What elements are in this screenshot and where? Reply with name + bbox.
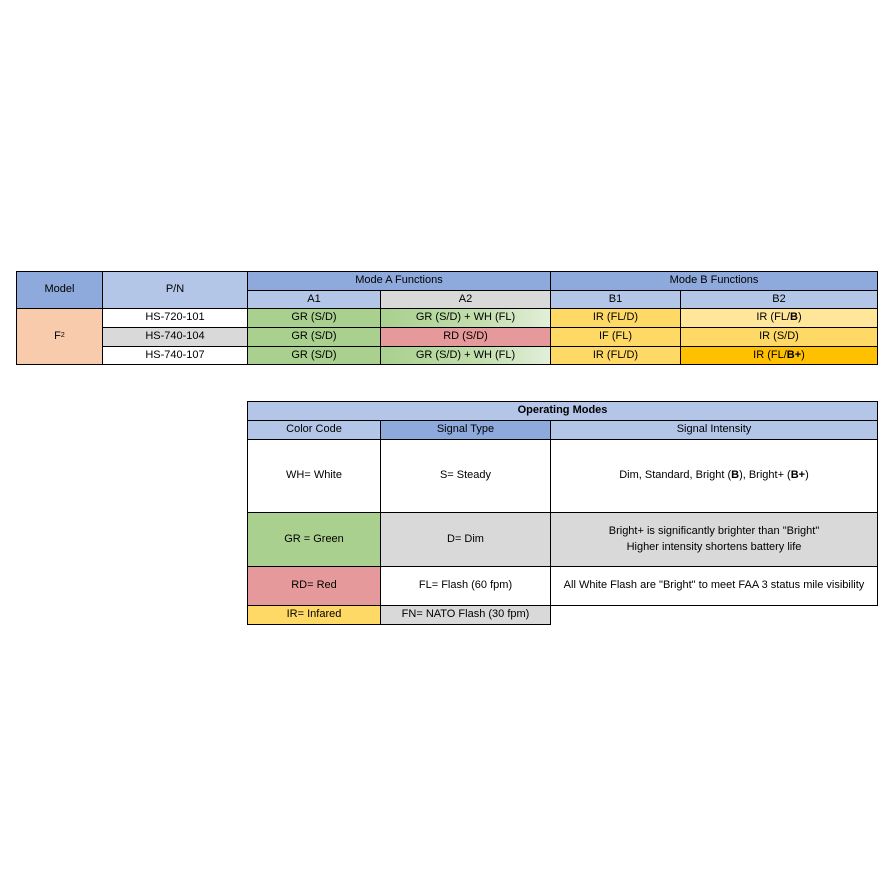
table-row-b1: IR (FL/D) [550, 308, 681, 328]
table-row-a2: GR (S/D) + WH (FL) [380, 346, 551, 365]
model-name-cell [16, 308, 103, 365]
intensity-bold-bplus: B+ [790, 469, 806, 482]
b2-text: IR (FL/ [753, 348, 787, 361]
intensity-note-line: Higher intensity shortens battery life [626, 540, 802, 553]
b2-header: B2 [680, 290, 878, 309]
operating-modes-title: Operating Modes [247, 401, 878, 421]
color-code-cell: RD= Red [247, 566, 381, 606]
signal-type-cell: S= Steady [380, 439, 551, 513]
color-code-cell: IR= Infared [247, 605, 381, 625]
table-row-pn: HS-740-107 [102, 346, 248, 365]
table-row-a1: GR (S/D) [247, 327, 381, 347]
color-code-cell: GR = Green [247, 512, 381, 567]
table-row-b2 [680, 327, 878, 347]
signal-type-cell: FL= Flash (60 fpm) [380, 566, 551, 606]
signal-intensity-cell: All White Flash are "Bright" to meet FAA 3 status mile visibility [550, 566, 878, 606]
intensity-text: Dim, Standard, Bright ( [619, 469, 732, 482]
color-code-header: Color Code [247, 420, 381, 440]
table-row-pn: HS-720-101 [102, 308, 248, 328]
intensity-text-mid: ), Bright+ ( [739, 469, 791, 482]
model-name: F [54, 329, 61, 342]
signal-intensity-cell [550, 512, 878, 567]
b1-header: B1 [550, 290, 681, 309]
table-row-a2: GR (S/D) + WH (FL) [380, 308, 551, 328]
signal-intensity-header: Signal Intensity [550, 420, 878, 440]
mode-b-header: Mode B Functions [550, 271, 878, 291]
b2-text: IR (FL/ [756, 311, 790, 324]
table-row-pn: HS-740-104 [102, 327, 248, 347]
table-row-a2: RD (S/D) [380, 327, 551, 347]
table-row-a1: GR (S/D) [247, 308, 381, 328]
signal-type-cell: FN= NATO Flash (30 fpm) [380, 605, 551, 625]
mode-a-header: Mode A Functions [247, 271, 551, 291]
a2-header: A2 [380, 290, 551, 309]
a1-header: A1 [247, 290, 381, 309]
signal-type-header: Signal Type [380, 420, 551, 440]
model-header: Model [16, 271, 103, 309]
signal-intensity-cell [550, 439, 878, 513]
model-superscript: 2 [60, 332, 65, 340]
b2-bold-text: B [790, 311, 798, 324]
intensity-text-end: ) [805, 469, 809, 482]
table-row-b1: IF (FL) [550, 327, 681, 347]
b2-bold-text: B+ [786, 348, 802, 361]
pn-header: P/N [102, 271, 248, 309]
color-code-cell: WH= White [247, 439, 381, 513]
table-row-a1: GR (S/D) [247, 346, 381, 365]
intensity-bold-b: B [731, 469, 740, 482]
b2-text-end: ) [801, 348, 805, 361]
table-row-b2 [680, 308, 878, 328]
b2-text-end: ) [797, 311, 802, 324]
table-row-b1: IR (FL/D) [550, 346, 681, 365]
b2-text: IR (S/D) [759, 330, 799, 343]
signal-type-cell: D= Dim [380, 512, 551, 567]
table-row-b2 [680, 346, 878, 365]
intensity-note-line: Bright+ is significantly brighter than "Bright" [608, 524, 820, 537]
